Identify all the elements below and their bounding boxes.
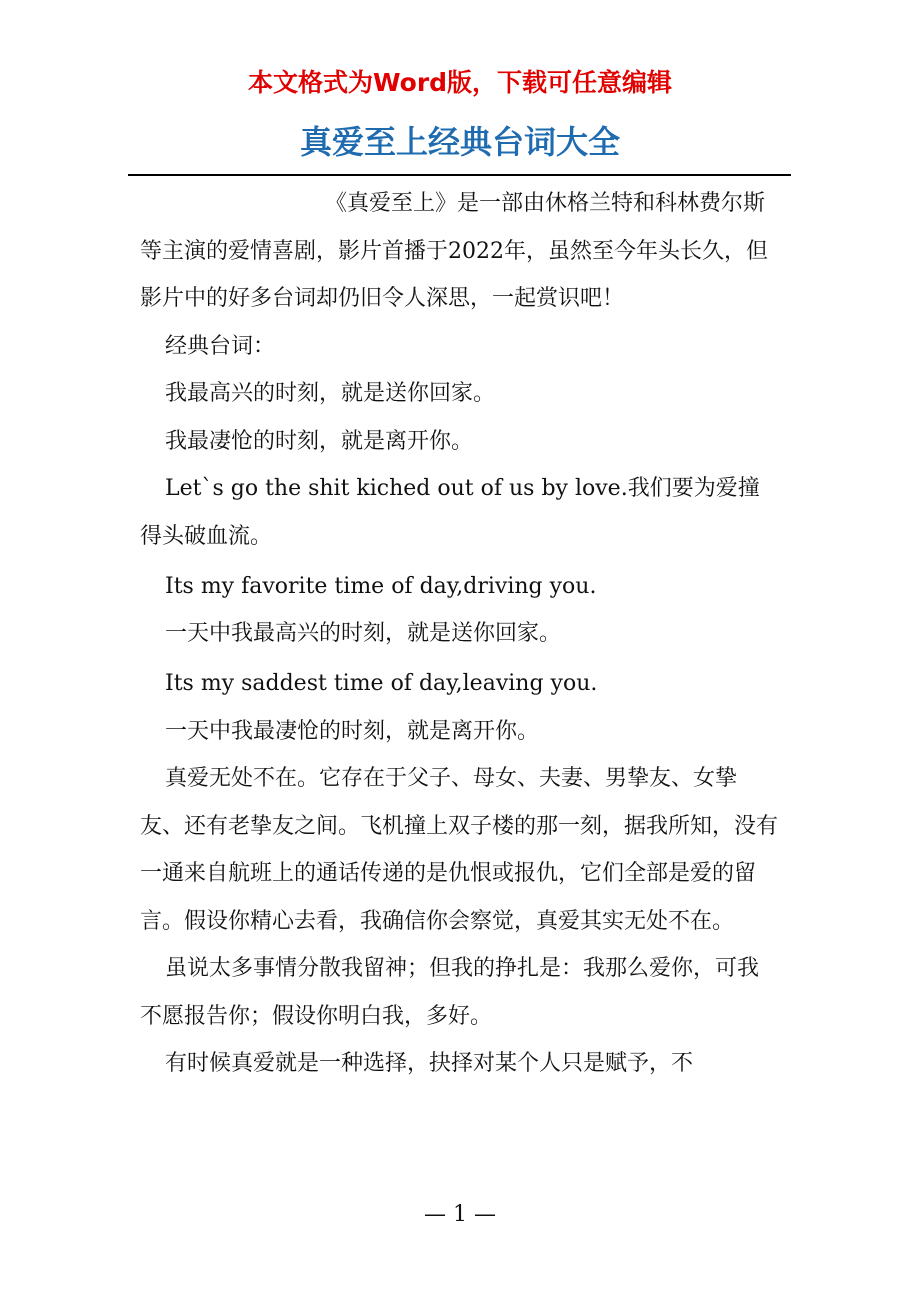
quote-paragraph: Its my saddest time of day,leaving you. bbox=[165, 671, 598, 696]
quote-paragraph: 我最凄怆的时刻，就是离开你。 bbox=[165, 428, 474, 454]
quote-paragraph: 一天中我最高兴的时刻，就是送你回家。 bbox=[165, 621, 562, 646]
quote-paragraph: 虽说太多事情分散我留神；但我的挣扎是：我那么爱你，可我不愿报告你；假设你明白我，多好。 bbox=[140, 956, 760, 1029]
quote-paragraph: 有时候真爱就是一种选择，抉择对某个人只是赋予，不 bbox=[165, 1051, 694, 1076]
page-number: — 1 — bbox=[424, 1202, 496, 1227]
intro-paragraph: 《真爱至上》是一部由休格兰特和科林费尔斯等主演的爱情喜剧，影片首播于2022年，虽然至今年头长久，但影片中的好多台词却仍旧令人深思，一起赏识吧！ bbox=[140, 191, 768, 311]
quote-paragraph: Its my favorite time of day,driving you. bbox=[165, 573, 597, 599]
document-title: 真爱至上经典台词大全 bbox=[299, 123, 620, 161]
quote-paragraph: 我最高兴的时刻，就是送你回家。 bbox=[165, 381, 496, 406]
quote-paragraph: 真爱无处不在。它存在于父子、母女、夫妻、男挚友、女挚友、还有老挚友之间。飞机撞上双子楼的那一刻，据我所知，没有一通来自航班上的通话传递的是仇恨或报仇，它们全部是爱的留言。假设你精心去看，我确信你会察觉，真爱其实无处不在。 bbox=[140, 766, 779, 934]
download-banner: 本文格式为Word版，下载可任意编辑 bbox=[247, 68, 673, 97]
document-body bbox=[140, 180, 780, 1088]
quote-paragraph: Let`s go the shit kiched out of us by love.我们要为爱撞得头破血流。 bbox=[140, 476, 760, 549]
title-divider bbox=[128, 174, 791, 176]
quote-paragraph: 一天中我最凄怆的时刻，就是离开你。 bbox=[165, 718, 540, 744]
section-heading: 经典台词： bbox=[165, 333, 276, 359]
